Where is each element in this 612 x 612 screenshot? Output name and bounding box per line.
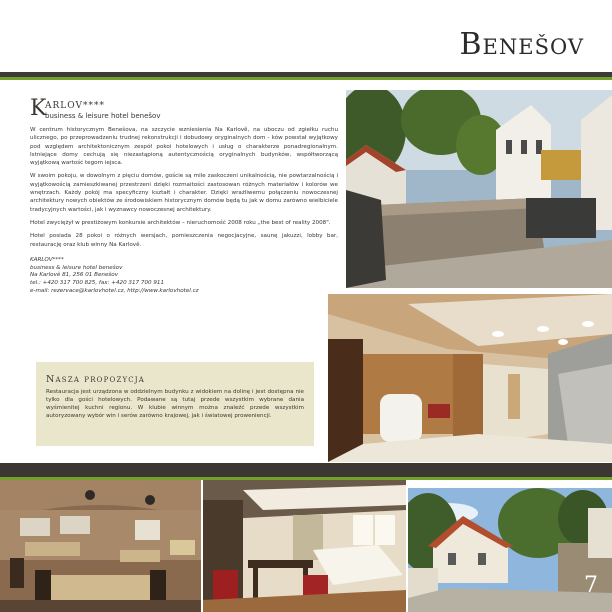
contact-address [30, 257, 338, 296]
address-line: tel.: +420 317 700 825, fax: +420 317 700 911 [30, 280, 165, 287]
restaurant-photo [0, 480, 201, 612]
proposal-box [36, 362, 314, 446]
page-number: 7 [584, 573, 598, 598]
proposal-text: Restauracja jest urządzona w oddzielnym budynku z widokiem na dolinę i jest dostępna nie tylko dla gości hotelowych. Podawane są tutaj przede wszystkim wybrane dania wyśmienitej kuchni regionu. W klubie winnym można znaleźć przede wszystkim autoryzowany wybór win i serów zarówno krajowej, jak i światowej proweniencji. [46, 389, 304, 420]
hotel-name-initial: K [30, 96, 47, 121]
page-title: Benešov [459, 27, 584, 62]
footer-rule-green [0, 477, 612, 480]
address-line: business & leisure hotel benešov [30, 264, 123, 271]
intro-paragraph: W centrum historycznym Benešova, na szczycie wzniesienia Na Karlově, na uboczu od zgiełku ruchu ulicznego, po przeprowadzeniu trudnej rekonstrukcji i dobudowy oryginalnych dom - ków powstał wyjątkowy pod względem architektonicznym zespół pokoi hotelowych i usług o charakterze ponadregionalnym. Istniejące domy cechują się niezastąpioną autentycznością oryginalnych budynków, współtworzącą wyjątkową wartość tegom iejsca. [30, 127, 338, 167]
hotel-room-photo [203, 480, 406, 612]
award-paragraph: Hotel zwyciężył w prestiżowym konkursie architektów – nieruchomość 2008 roku „the best of reality 2008". [30, 219, 331, 226]
hotel-subtitle: business & leisure hotel benešov [45, 112, 161, 120]
text-column [30, 96, 338, 296]
lobby-photo [328, 294, 612, 462]
rooms-paragraph: W swoim pokoju, w dowolnym z pięciu domów, goście są mile zaskoczeni unikalnością, nie powtarzalnością i wyjątkowością zamieszkiwanej przestrzeni dzięki rozmaitości zastosowan różnych materiałów i kolorów we wnętrzach. Każdy pokój ma specyficzny kształt i charakter. Dzięki wrażliwemu połączeniu nowoczesnej architektury nowych obiektów ze środowiskiem historycznym domów będą tu jak w domu zarówno wielbiciele tradycyjnych wartości, jak i wyznawcy nowoczesnej architektury. [30, 173, 338, 213]
proposal-title: Nasza propozycja [46, 374, 146, 385]
address-line: KARLOV**** [30, 256, 64, 263]
hotel-heading [30, 96, 338, 126]
courtyard-photo [346, 90, 612, 288]
hotel-name: ARLOV**** [45, 101, 105, 111]
facilities-paragraph: Hotel posiada 28 pokoi o różnych wersjach, pomieszczenia negocjacyjne, saunę jakuzzi, lobby bar, restaurację oraz klub winny Na Karlově. [30, 233, 338, 248]
footer-rule-dark [0, 463, 612, 477]
address-line: Na Karlově 81, 256 01 Benešov [30, 272, 119, 279]
address-line: e-mail: rezervace@karlovhotel.cz, http://www.karlovhotel.cz [30, 288, 199, 295]
header-rule-green [0, 77, 612, 80]
exterior-photo [408, 488, 612, 612]
